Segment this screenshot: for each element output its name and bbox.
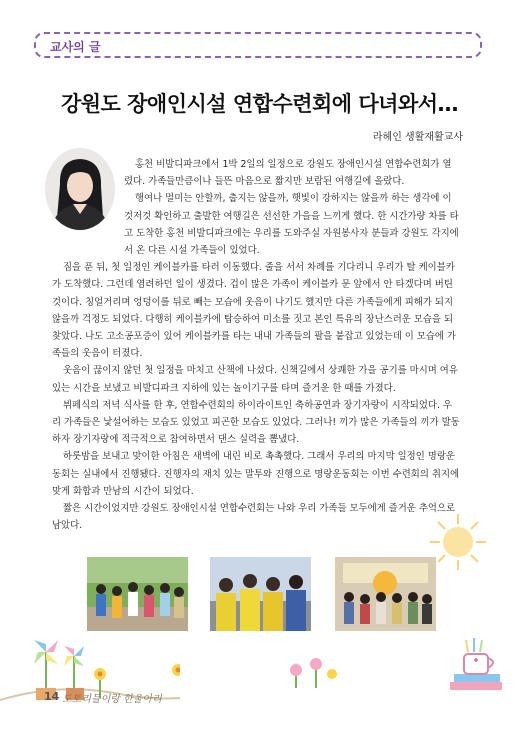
paragraph: 하룻밤을 보내고 맞이한 아침은 새벽에 내린 비로 촉촉했다. 그래서 우리의 마지막 일정인 명랑운동회는 실내에서 진행됐다. 진행자의 재치 있는 말투와 진행으로 명랑운동회는 이번 수련회의 취지에 맞게 화합과 만남의 시간이 되었다. — [52, 451, 460, 497]
photo-group-indoor — [335, 557, 436, 631]
paragraph: 짐을 푼 뒤, 첫 일정인 케이블카를 타러 이동했다. 줄을 서서 차례를 기다리니 우리가 탈 케이블카가 도착했다. 그런데 염려하던 일이 생겼다. 겁이 많은 가족이 케이블카 문 앞에서 안 타겠다며 버틴 것이다. 칭얼거리며 엉덩이를 뒤로 빼는 모습에 웃음이 나기도 했지만 다른 가족들에게 피해가 되지 않을까 걱정도 되었다. 다행히 케이블카에 탑승하여 미소를 짓고 본인 특유의 장난스러운 모습을 되찾았다. 나도 고소공포증이 있어 케이블카를 타는 내내 가족들의 팔을 붙잡고 있었는데 이 모습에 가족들의 웃음이 터졌다. — [52, 262, 456, 360]
section-header-box — [34, 32, 482, 58]
portrait-spacer — [52, 156, 124, 246]
section-label: 교사의 글 — [50, 40, 101, 54]
paragraph: 웃음이 끊이지 않던 첫 일정을 마치고 산책에 나섰다. 신책길에서 상쾌한 가을 공기를 마시며 여유 있는 시간을 보냈고 비발디파크 지하에 있는 놀이기구를 타며 즐거운 한 때를 가졌다. — [52, 365, 458, 394]
paragraph: 홍천 비발디파크에서 1박 2일의 일정으로 강원도 장애인시설 연합수련회가 열렸다. 가족들만큼이나 들뜬 마음으로 짧지만 보람된 여행길에 올랐다. — [124, 159, 452, 188]
article-author: 라헤인 생활재활교사 — [372, 132, 463, 143]
teacup-books-decoration-icon — [446, 636, 506, 700]
article-body — [52, 156, 460, 534]
snail-decoration-icon — [282, 650, 342, 694]
photo-group-yellow — [210, 557, 311, 631]
paragraph: 짧은 시간이었지만 강원도 장애인시설 연합수련회는 나와 우리 가족들 모두에게 즐거운 추억으로 남았다. — [52, 503, 456, 532]
paragraph: 뷔페식의 저녁 식사를 한 후, 연합수련회의 하이라이트인 축하공연과 장기자랑이 시작되었다. 우리 가족들은 낯설어하는 모습도 있었고 피곤한 모습도 있었다. 그러나! 끼가 많은 가족들의 끼가 발동하자 장기자랑에 적극적으로 참여하면서 댄스 실력을 뽐냈다. — [52, 399, 460, 446]
article-title: 강원도 장애인시설 연합수련회에 다녀와서… — [60, 92, 459, 116]
publication-name: 도토리들이랑 한울아리 — [62, 694, 162, 705]
page-number: 14 — [44, 690, 60, 703]
paragraph: 행여나 멀미는 안할까, 춥지는 않을까, 햇빛이 강하지는 않을까 하는 생각에 이것저것 확인하고 출발한 여행길은 선선한 가을을 느끼게 했다. 한 시간가량 차를 타고 도착한 홍천 비발디파크에는 우리를 도와주실 자원봉사자 분들과 강원도 각지에서 온 다른 시설 가족들이 있었다. — [124, 193, 459, 257]
